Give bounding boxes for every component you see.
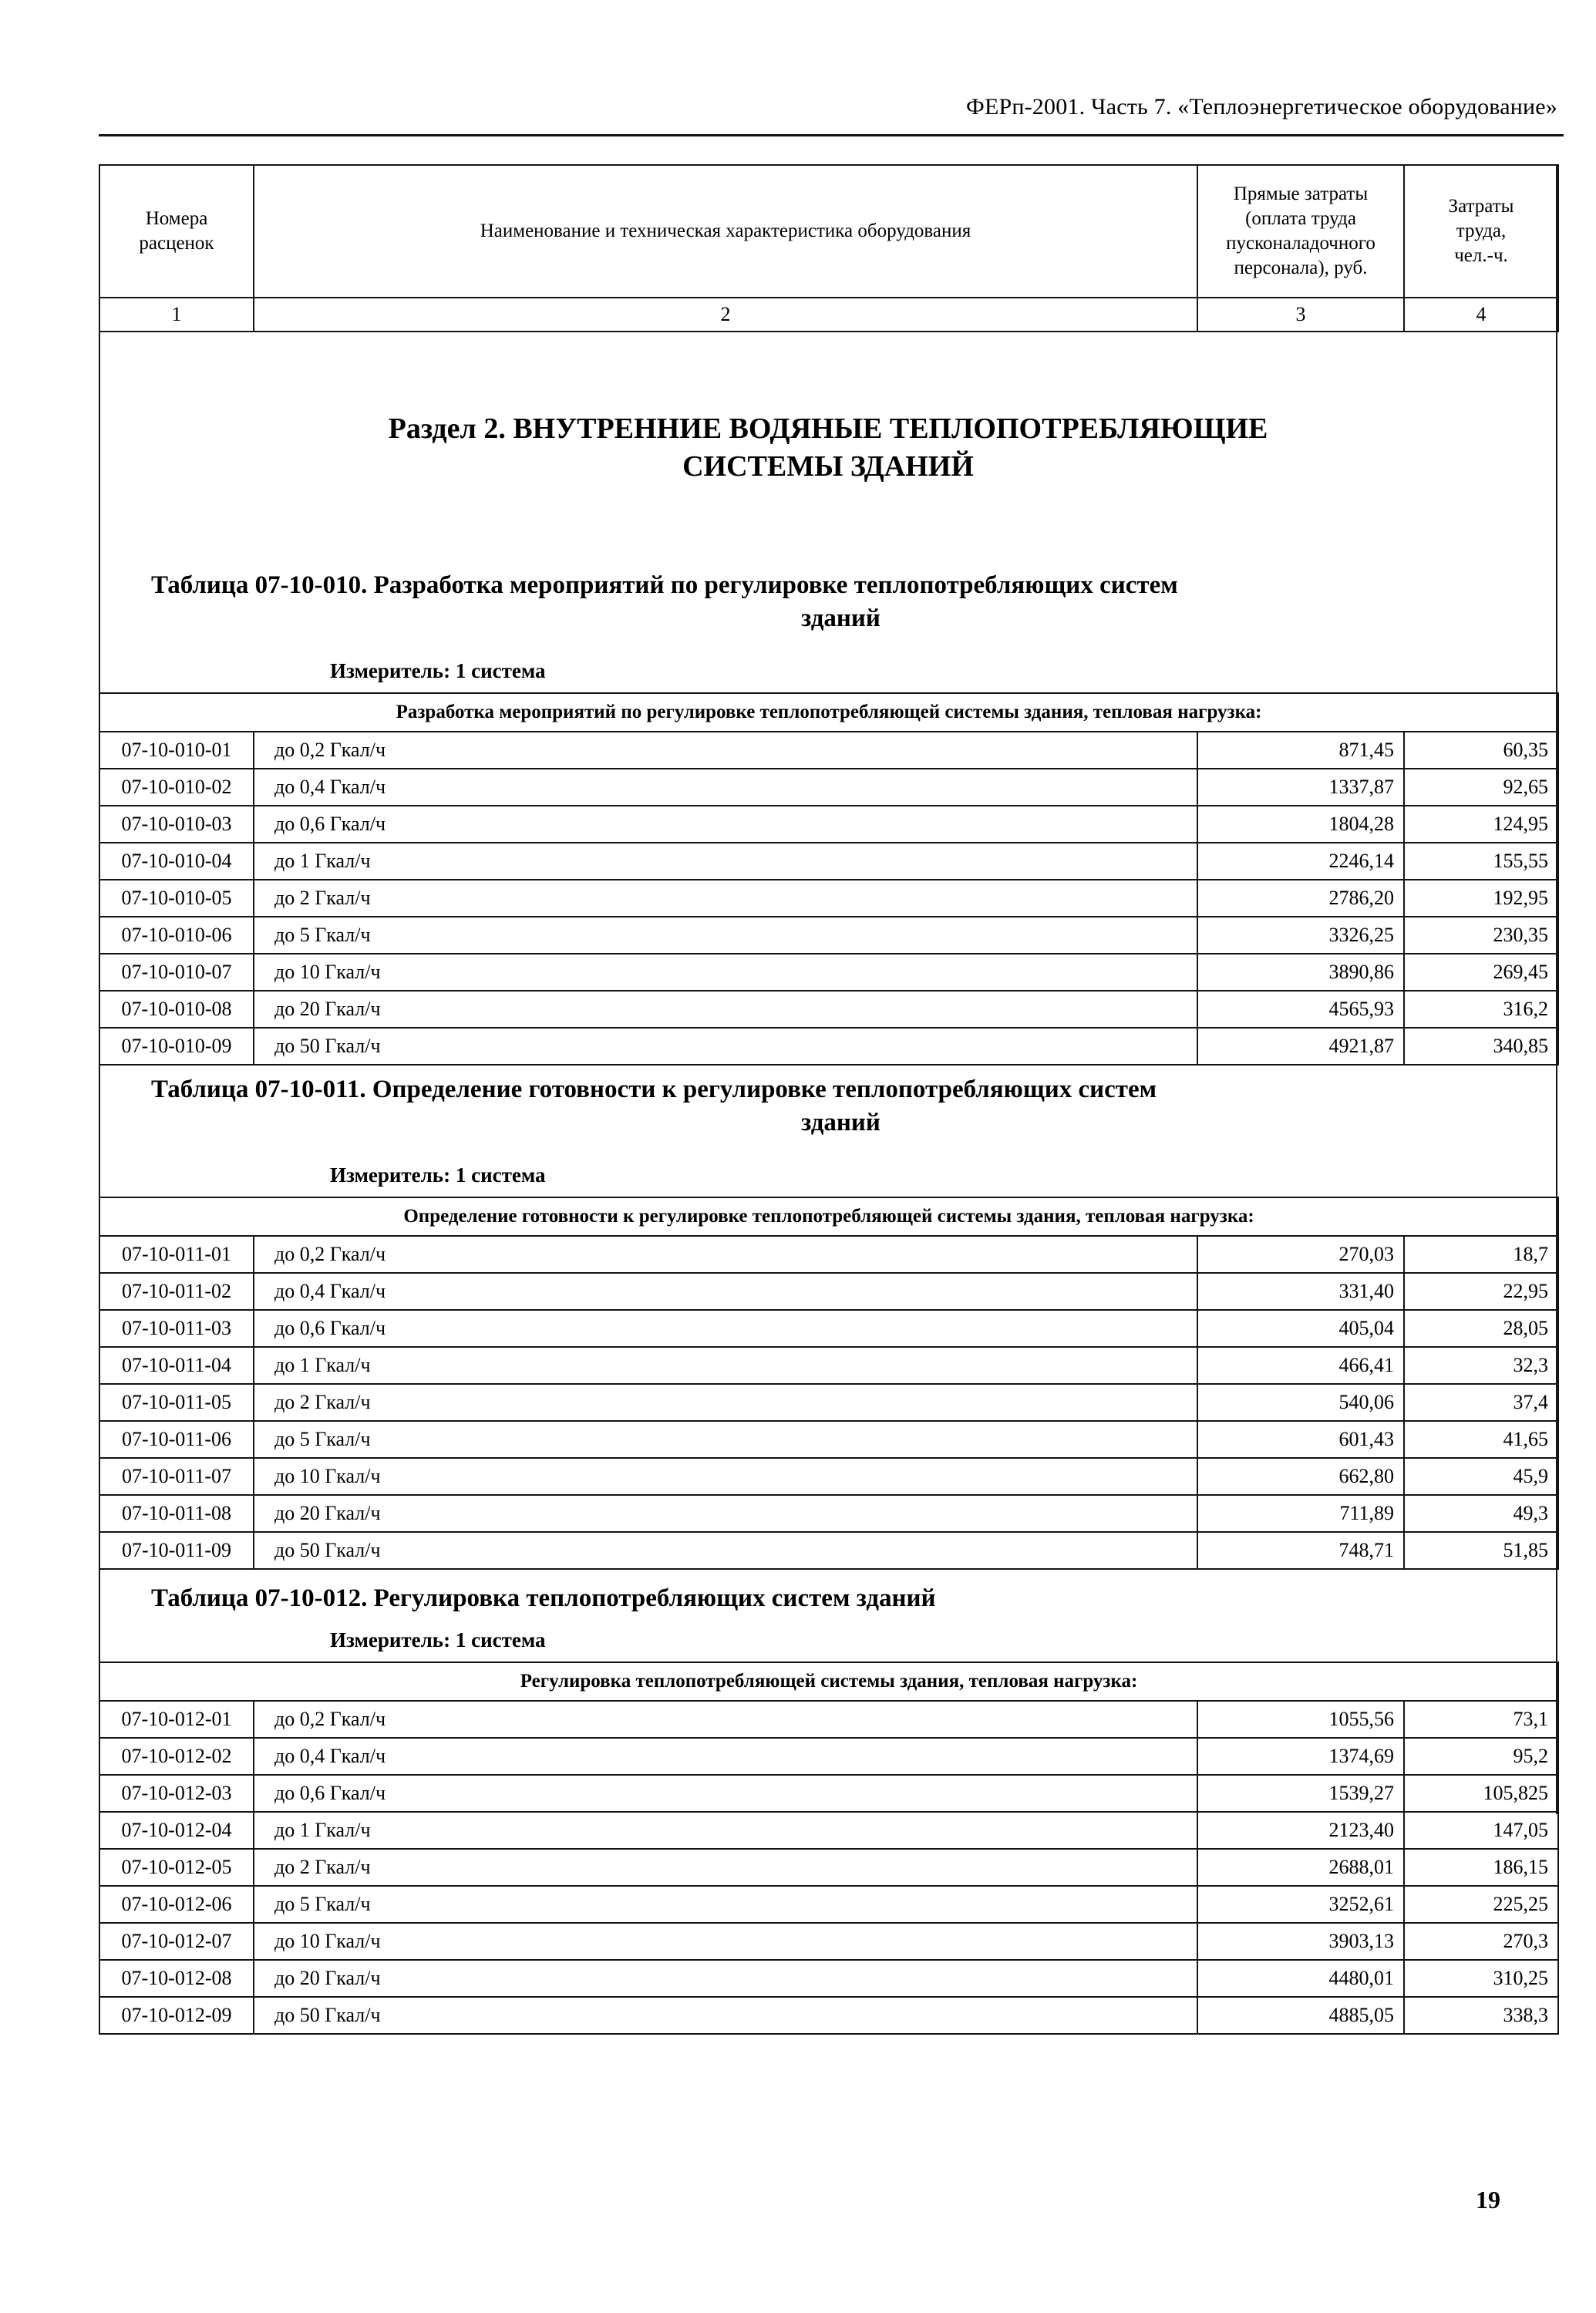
row-labor: 340,85 xyxy=(1404,1028,1558,1065)
row-direct-costs: 4921,87 xyxy=(1197,1028,1404,1065)
row-name: до 20 Гкал/ч xyxy=(254,991,1197,1028)
row-name: до 0,4 Гкал/ч xyxy=(254,769,1197,806)
column-header-direct-line1: Прямые затраты xyxy=(1233,183,1369,204)
row-labor: 32,3 xyxy=(1404,1347,1558,1384)
table-caption-012-line1: Таблица 07-10-012. Регулировка теплопотребляющих систем зданий xyxy=(151,1584,936,1612)
row-name: до 1 Гкал/ч xyxy=(254,1812,1197,1849)
table-row xyxy=(99,1812,1558,1849)
group-header-row xyxy=(99,693,1558,732)
row-name: до 50 Гкал/ч xyxy=(254,1028,1197,1065)
column-header-cell-direct-costs xyxy=(1197,165,1404,298)
row-labor: 316,2 xyxy=(1404,991,1558,1028)
column-header-direct-line4: персонала), руб. xyxy=(1234,258,1368,278)
group-header-010: Разработка мероприятий по регулировке теплопотребляющей системы здания, тепловая нагрузка: xyxy=(99,693,1558,732)
row-labor: 192,95 xyxy=(1404,880,1558,917)
row-name: до 20 Гкал/ч xyxy=(254,1960,1197,1997)
row-name: до 0,4 Гкал/ч xyxy=(254,1738,1197,1775)
row-labor: 60,35 xyxy=(1404,732,1558,769)
table-row xyxy=(99,1532,1558,1569)
row-name: до 0,6 Гкал/ч xyxy=(254,806,1197,843)
row-labor: 51,85 xyxy=(1404,1532,1558,1569)
row-direct-costs: 3903,13 xyxy=(1197,1923,1404,1960)
table-row xyxy=(99,843,1558,880)
row-labor: 155,55 xyxy=(1404,843,1558,880)
row-code: 07-10-010-02 xyxy=(99,769,254,806)
row-labor: 124,95 xyxy=(1404,806,1558,843)
row-labor: 310,25 xyxy=(1404,1960,1558,1997)
column-header-codes-line2: расценок xyxy=(139,233,214,254)
row-name: до 2 Гкал/ч xyxy=(254,880,1197,917)
table-row xyxy=(99,1458,1558,1495)
table-caption-010-line1: Таблица 07-10-010. Разработка мероприятий по регулировке теплопотребляющих систем xyxy=(151,571,1178,599)
table-row xyxy=(99,1310,1558,1347)
column-header-labor-line3: чел.-ч. xyxy=(1454,245,1508,266)
row-direct-costs: 1539,27 xyxy=(1197,1775,1404,1812)
table-row xyxy=(99,1028,1558,1065)
row-code: 07-10-010-04 xyxy=(99,843,254,880)
table-caption-010-line2: зданий xyxy=(801,604,880,632)
group-header-012: Регулировка теплопотребляющей системы здания, тепловая нагрузка: xyxy=(99,1662,1558,1701)
row-direct-costs: 3890,86 xyxy=(1197,954,1404,991)
row-direct-costs: 3326,25 xyxy=(1197,917,1404,954)
row-direct-costs: 1374,69 xyxy=(1197,1738,1404,1775)
row-direct-costs: 2688,01 xyxy=(1197,1849,1404,1886)
row-name: до 2 Гкал/ч xyxy=(254,1849,1197,1886)
row-name: до 5 Гкал/ч xyxy=(254,1886,1197,1923)
group-header-row xyxy=(99,1197,1558,1236)
table-row xyxy=(99,1849,1558,1886)
table-measure-011: Измеритель: 1 система xyxy=(330,1163,546,1187)
row-code: 07-10-011-04 xyxy=(99,1347,254,1384)
table-row xyxy=(99,1923,1558,1960)
row-labor: 45,9 xyxy=(1404,1458,1558,1495)
table-row xyxy=(99,1236,1558,1273)
group-header-row xyxy=(99,1662,1558,1701)
data-table-011 xyxy=(99,1197,1559,1570)
column-number-row xyxy=(99,298,1558,332)
row-direct-costs: 2786,20 xyxy=(1197,880,1404,917)
table-row xyxy=(99,917,1558,954)
row-code: 07-10-012-06 xyxy=(99,1886,254,1923)
table-caption-011-line1: Таблица 07-10-011. Определение готовности к регулировке теплопотребляющих систем xyxy=(151,1076,1157,1103)
row-direct-costs: 871,45 xyxy=(1197,732,1404,769)
table-measure-012: Измеритель: 1 система xyxy=(330,1628,546,1651)
row-code: 07-10-010-03 xyxy=(99,806,254,843)
row-code: 07-10-012-02 xyxy=(99,1738,254,1775)
row-labor: 269,45 xyxy=(1404,954,1558,991)
table-row xyxy=(99,1347,1558,1384)
row-name: до 0,2 Гкал/ч xyxy=(254,732,1197,769)
row-direct-costs: 331,40 xyxy=(1197,1273,1404,1310)
table-row xyxy=(99,1775,1558,1812)
row-name: до 0,2 Гкал/ч xyxy=(254,1701,1197,1738)
group-header-011: Определение готовности к регулировке теплопотребляющей системы здания, тепловая нагрузка: xyxy=(99,1197,1558,1236)
row-name: до 10 Гкал/ч xyxy=(254,954,1197,991)
column-number-2: 2 xyxy=(254,298,1197,332)
row-direct-costs: 711,89 xyxy=(1197,1495,1404,1532)
row-name: до 0,6 Гкал/ч xyxy=(254,1775,1197,1812)
row-name: до 0,2 Гкал/ч xyxy=(254,1236,1197,1273)
row-labor: 73,1 xyxy=(1404,1701,1558,1738)
column-number-4: 4 xyxy=(1404,298,1558,332)
table-measure-010: Измеритель: 1 система xyxy=(330,659,546,682)
row-direct-costs: 662,80 xyxy=(1197,1458,1404,1495)
column-number-1: 1 xyxy=(99,298,254,332)
row-name: до 10 Гкал/ч xyxy=(254,1458,1197,1495)
row-direct-costs: 748,71 xyxy=(1197,1532,1404,1569)
row-direct-costs: 2246,14 xyxy=(1197,843,1404,880)
row-code: 07-10-012-04 xyxy=(99,1812,254,1849)
row-code: 07-10-012-05 xyxy=(99,1849,254,1886)
table-row xyxy=(99,1495,1558,1532)
row-code: 07-10-010-01 xyxy=(99,732,254,769)
table-row xyxy=(99,880,1558,917)
table-row xyxy=(99,1960,1558,1997)
row-name: до 50 Гкал/ч xyxy=(254,1997,1197,2034)
column-header-codes-line1: Номера xyxy=(145,208,208,229)
table-row xyxy=(99,1273,1558,1310)
row-name: до 1 Гкал/ч xyxy=(254,843,1197,880)
row-name: до 20 Гкал/ч xyxy=(254,1495,1197,1532)
row-code: 07-10-011-01 xyxy=(99,1236,254,1273)
row-name: до 0,4 Гкал/ч xyxy=(254,1273,1197,1310)
row-labor: 18,7 xyxy=(1404,1236,1558,1273)
row-direct-costs: 1804,28 xyxy=(1197,806,1404,843)
row-code: 07-10-010-07 xyxy=(99,954,254,991)
row-direct-costs: 540,06 xyxy=(1197,1384,1404,1421)
row-direct-costs: 2123,40 xyxy=(1197,1812,1404,1849)
row-name: до 0,6 Гкал/ч xyxy=(254,1310,1197,1347)
row-labor: 147,05 xyxy=(1404,1812,1558,1849)
row-labor: 338,3 xyxy=(1404,1997,1558,2034)
row-name: до 5 Гкал/ч xyxy=(254,917,1197,954)
table-row xyxy=(99,769,1558,806)
row-labor: 270,3 xyxy=(1404,1923,1558,1960)
row-code: 07-10-012-01 xyxy=(99,1701,254,1738)
table-row xyxy=(99,1384,1558,1421)
column-header-table xyxy=(99,164,1559,332)
row-direct-costs: 1055,56 xyxy=(1197,1701,1404,1738)
row-code: 07-10-012-09 xyxy=(99,1997,254,2034)
row-code: 07-10-012-03 xyxy=(99,1775,254,1812)
row-code: 07-10-010-05 xyxy=(99,880,254,917)
row-labor: 28,05 xyxy=(1404,1310,1558,1347)
table-caption-010 xyxy=(99,569,1557,635)
data-table-010 xyxy=(99,692,1559,1066)
column-header-labor-line2: труда, xyxy=(1456,221,1507,241)
table-caption-011-line2: зданий xyxy=(801,1108,880,1136)
table-row xyxy=(99,732,1558,769)
row-code: 07-10-011-07 xyxy=(99,1458,254,1495)
row-name: до 10 Гкал/ч xyxy=(254,1923,1197,1960)
row-code: 07-10-012-08 xyxy=(99,1960,254,1997)
column-header-cell-labor xyxy=(1404,165,1558,298)
table-row xyxy=(99,1886,1558,1923)
row-labor: 186,15 xyxy=(1404,1849,1558,1886)
column-header-cell-codes xyxy=(99,165,254,298)
row-labor: 22,95 xyxy=(1404,1273,1558,1310)
row-labor: 49,3 xyxy=(1404,1495,1558,1532)
column-header-row xyxy=(99,165,1558,298)
column-header-name-text: Наименование и техническая характеристика оборудования xyxy=(480,221,971,241)
row-labor: 92,65 xyxy=(1404,769,1558,806)
running-header: ФЕРп-2001. Часть 7. «Теплоэнергетическое оборудование» xyxy=(966,94,1557,120)
section-title-line1: Раздел 2. ВНУТРЕННИЕ ВОДЯНЫЕ ТЕПЛОПОТРЕБЛЯЮЩИЕ xyxy=(388,412,1268,445)
section-title xyxy=(99,410,1557,485)
row-name: до 5 Гкал/ч xyxy=(254,1421,1197,1458)
row-code: 07-10-011-09 xyxy=(99,1532,254,1569)
table-row xyxy=(99,991,1558,1028)
column-header-labor-line1: Затраты xyxy=(1448,196,1514,217)
row-direct-costs: 405,04 xyxy=(1197,1310,1404,1347)
row-code: 07-10-010-09 xyxy=(99,1028,254,1065)
row-direct-costs: 4480,01 xyxy=(1197,1960,1404,1997)
column-number-3: 3 xyxy=(1197,298,1404,332)
row-labor: 41,65 xyxy=(1404,1421,1558,1458)
row-code: 07-10-011-05 xyxy=(99,1384,254,1421)
table-row xyxy=(99,1738,1558,1775)
data-table-012 xyxy=(99,1662,1559,2035)
row-labor: 95,2 xyxy=(1404,1738,1558,1775)
row-labor: 37,4 xyxy=(1404,1384,1558,1421)
row-labor: 230,35 xyxy=(1404,917,1558,954)
row-code: 07-10-011-06 xyxy=(99,1421,254,1458)
header-rule xyxy=(99,134,1564,136)
row-code: 07-10-010-06 xyxy=(99,917,254,954)
row-name: до 50 Гкал/ч xyxy=(254,1532,1197,1569)
row-code: 07-10-012-07 xyxy=(99,1923,254,1960)
table-caption-012 xyxy=(99,1582,1557,1615)
column-header-direct-line3: пусконаладочного xyxy=(1226,233,1375,254)
table-row xyxy=(99,1701,1558,1738)
row-direct-costs: 1337,87 xyxy=(1197,769,1404,806)
row-direct-costs: 4565,93 xyxy=(1197,991,1404,1028)
row-direct-costs: 270,03 xyxy=(1197,1236,1404,1273)
table-row xyxy=(99,954,1558,991)
row-labor: 225,25 xyxy=(1404,1886,1558,1923)
row-code: 07-10-011-02 xyxy=(99,1273,254,1310)
table-row xyxy=(99,1997,1558,2034)
row-name: до 1 Гкал/ч xyxy=(254,1347,1197,1384)
table-caption-011 xyxy=(99,1073,1557,1140)
row-direct-costs: 466,41 xyxy=(1197,1347,1404,1384)
table-row xyxy=(99,806,1558,843)
column-header-cell-name xyxy=(254,165,1197,298)
row-direct-costs: 601,43 xyxy=(1197,1421,1404,1458)
section-title-line2: СИСТЕМЫ ЗДАНИЙ xyxy=(682,449,974,483)
row-code: 07-10-010-08 xyxy=(99,991,254,1028)
row-name: до 2 Гкал/ч xyxy=(254,1384,1197,1421)
row-direct-costs: 3252,61 xyxy=(1197,1886,1404,1923)
table-row xyxy=(99,1421,1558,1458)
column-header-direct-line2: (оплата труда xyxy=(1245,208,1356,229)
row-direct-costs: 4885,05 xyxy=(1197,1997,1404,2034)
row-code: 07-10-011-08 xyxy=(99,1495,254,1532)
page-number: 19 xyxy=(1476,2186,1500,2214)
row-labor: 105,825 xyxy=(1404,1775,1558,1812)
row-code: 07-10-011-03 xyxy=(99,1310,254,1347)
